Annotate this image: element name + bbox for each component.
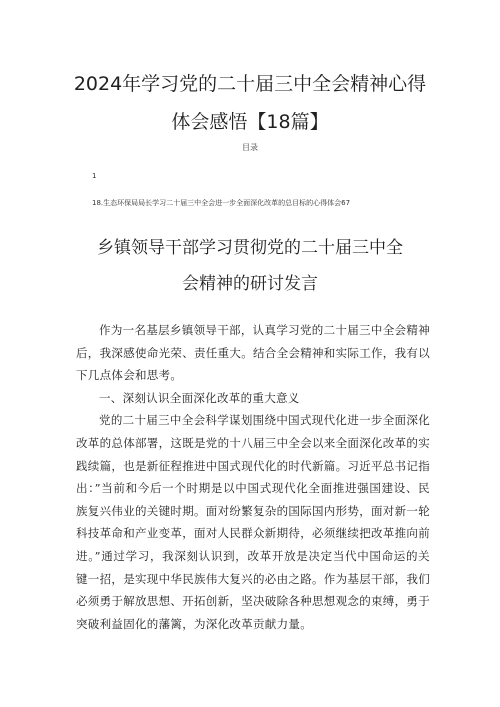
document-title-line-2: 体会感悟【18篇】 [171,111,329,133]
paragraph-intro: 作为一名基层乡镇领导干部，认真学习党的二十届三中全会精神后，我深感使命光荣、责任重大。结合全会精神和实际工作，我有以下几点体会和思考。 [76,323,430,383]
toc-number: 1 [92,172,97,180]
article-title-line-1: 乡镇领导干部学习贯彻党的二十届三中全 [97,238,403,258]
toc-entry[interactable]: 18.生态环保局局长学习二十届三中全会进一步全面深化改革的总目标的心得体会67 [92,199,351,207]
toc-heading: 目录 [242,143,258,152]
article-body [76,319,430,635]
section-heading: 一、深刻认识全面深化改革的重大意义 [99,390,300,405]
paragraph-body: 党的二十届三中全会科学谋划围绕中国式现代化进一步全面深化改革的总体部署，这既是党的十八届三中全会以来全面深化改革的实践续篇，也是新征程推进中国式现代化的时代新篇。习近平总书记指出：”当前和今后一个时期是以中国式现代化全面推进强国建设、民族复兴伟业的关键时期。面对纷繁复杂的国际国内形势，面对新一轮科技革命和产业变革，面对人民群众新期待，必须继续把改革推向前进。”通过学习，我深刻认识到，改革开放是决定当代中国命运的关键一招，是实现中华民族伟大复兴的必由之路。作为基层干部，我们必须勇于解放思想、开拓创新，坚决破除各种思想观念的束缚，勇于突破利益固化的藩篱，为深化改革贡献力量。 [76,413,430,631]
document-title-line-1: 2024年学习党的二十届三中全会精神心得 [73,73,427,95]
article-title-line-2: 会精神的研讨发言 [182,274,318,294]
